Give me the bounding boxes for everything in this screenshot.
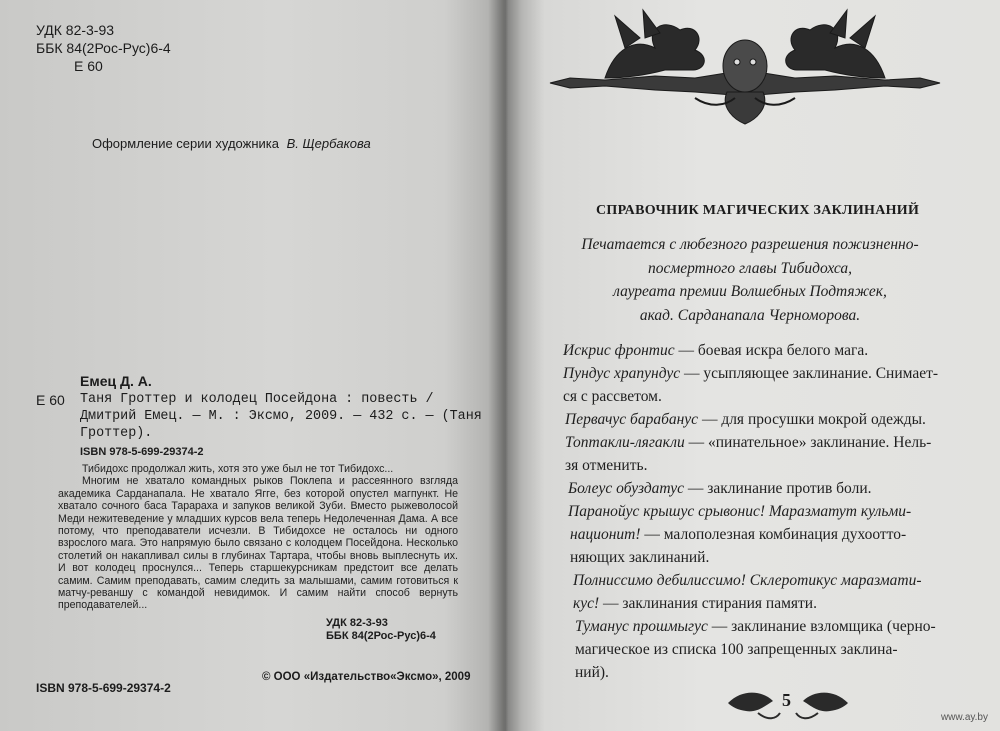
spell-line — [563, 386, 662, 409]
intro-line: посмертного главы Тибидохса, — [647, 259, 853, 277]
spell-desc: зя отменить. — [565, 457, 648, 474]
spell-line — [565, 455, 647, 478]
spell-term: Туманус прошмыгус — [575, 618, 708, 635]
design-label: Оформление серии художника — [92, 136, 279, 151]
catalog-call-mark: Е 60 — [36, 392, 65, 408]
spell-term: Топтакли-лягакли — [565, 434, 685, 451]
spell-desc: — заклинания стирания памяти. — [599, 595, 817, 612]
dragon-ornament-icon — [545, 8, 945, 126]
spell-term: Пундус храпундус — [563, 365, 681, 382]
bbk-code: ББК 84(2Рос-Рус)6-4 — [36, 40, 171, 56]
spell-term: Первачус барабанус — [565, 411, 699, 428]
intro-line: лауреата премии Волшебных Подтяжек, — [613, 283, 887, 300]
spell-line — [565, 409, 926, 432]
spell-term: Болеус обуздатус — [568, 480, 684, 497]
intro-line: Печатается с любезного разрешения пожизненно- — [581, 236, 919, 253]
spell-desc: няющих заклинаний. — [570, 549, 710, 566]
annotation — [58, 463, 458, 612]
spell-line — [570, 524, 906, 547]
intro-block — [545, 233, 955, 327]
bottom-bbk: ББК 84(2Рос-Рус)6-4 — [326, 630, 436, 642]
spell-desc: — «пинательное» заклинание. Нель- — [684, 434, 932, 451]
book-gutter — [488, 0, 522, 731]
design-credit — [92, 136, 371, 151]
watermark: www.ay.by — [940, 712, 988, 723]
spell-line — [573, 593, 817, 616]
catalog-line-1: Таня Гроттер и колодец Посейдона : повесть / — [80, 392, 434, 407]
spell-desc: — для просушки мокрой одежды. — [698, 411, 926, 428]
annotation-paragraph-2: Многим не хватало командных рыков Поклепа и рассеянного взгляда академика Сарданапала. Не хватало Ягге, без которой опустел магпункт. Не хватало сочного баса Тарараха и запуков великой Зуби. Вместо рыжеволосой Меди нежитеведение у младших курсов вела теперь Недолеченная Дама. А все потому, что преподаватели исчезли. В Тибидохсе не осталось ни одного взрослого мага. Это напрямую было связано с колодцем Посейдона. Несколько столетий он накапливал силы в глубинах Тартара, чтобы вновь выплеснуть их. И вот колодец проснулся... Теперь старшекурсникам предстоит все делать самим. Самим преподавать, самим следить за малышами, самим готовиться к матчу-реваншу с командой невидимок. И самим найти способ вернуть преподавателей... — [58, 475, 458, 612]
catalog-line-3: Гроттер). — [80, 426, 153, 441]
intro-line: акад. Сарданапала Черноморова. — [639, 306, 861, 324]
spell-desc: магическое из списка 100 запрещенных заклина- — [575, 641, 898, 658]
spell-term: Паранойус крышус срывонис! Маразматут кульми- — [568, 503, 912, 520]
reference-title: СПРАВОЧНИК МАГИЧЕСКИХ ЗАКЛИНАНИЙ — [596, 203, 920, 218]
spell-line — [565, 432, 931, 455]
spell-term: Полниссимо дебилиссимо! Склеротикус маразмати- — [573, 572, 922, 589]
spell-desc: ся с рассветом. — [563, 388, 662, 405]
spell-term: кус! — [573, 595, 600, 612]
annotation-paragraph-1: Тибидохс продолжал жить, хотя это уже был не тот Тибидохс... — [82, 463, 394, 475]
spell-desc: ний). — [575, 664, 609, 681]
spell-desc: — усыпляющее заклинание. Снимает- — [680, 365, 939, 382]
catalog-author: Емец Д. А. — [80, 373, 152, 389]
spell-desc: — заклинание против боли. — [683, 480, 872, 497]
catalog-line-2: Дмитрий Емец. — М. : Эксмо, 2009. — 432 с. — (Таня — [80, 409, 482, 424]
spell-line — [570, 547, 709, 570]
spell-line — [568, 501, 911, 524]
design-artist: В. Щербакова — [286, 136, 371, 151]
author-mark: Е 60 — [74, 58, 103, 74]
copyright: © ООО «Издательство«Эксмо», 2009 — [262, 671, 471, 683]
spell-line — [563, 340, 868, 363]
spell-line — [568, 478, 872, 501]
spell-line — [573, 570, 922, 593]
spell-line — [575, 639, 898, 662]
isbn-small: ISBN 978-5-699-29374-2 — [80, 446, 204, 458]
bottom-udk: УДК 82-3-93 — [326, 617, 388, 629]
spell-line — [575, 662, 609, 685]
spell-term: Искрис фронтис — [563, 342, 675, 359]
spell-desc: — малополезная комбинация духоотто- — [640, 526, 907, 543]
spell-desc: — боевая искра белого мага. — [674, 342, 869, 359]
page-number: 5 — [782, 690, 791, 710]
spell-term: национит! — [570, 526, 641, 543]
spell-line — [575, 616, 936, 639]
spell-desc: — заклинание взломщика (черно- — [707, 618, 936, 635]
udk-code: УДК 82-3-93 — [36, 22, 115, 38]
isbn: ISBN 978-5-699-29374-2 — [36, 681, 171, 695]
spell-line — [563, 363, 938, 386]
